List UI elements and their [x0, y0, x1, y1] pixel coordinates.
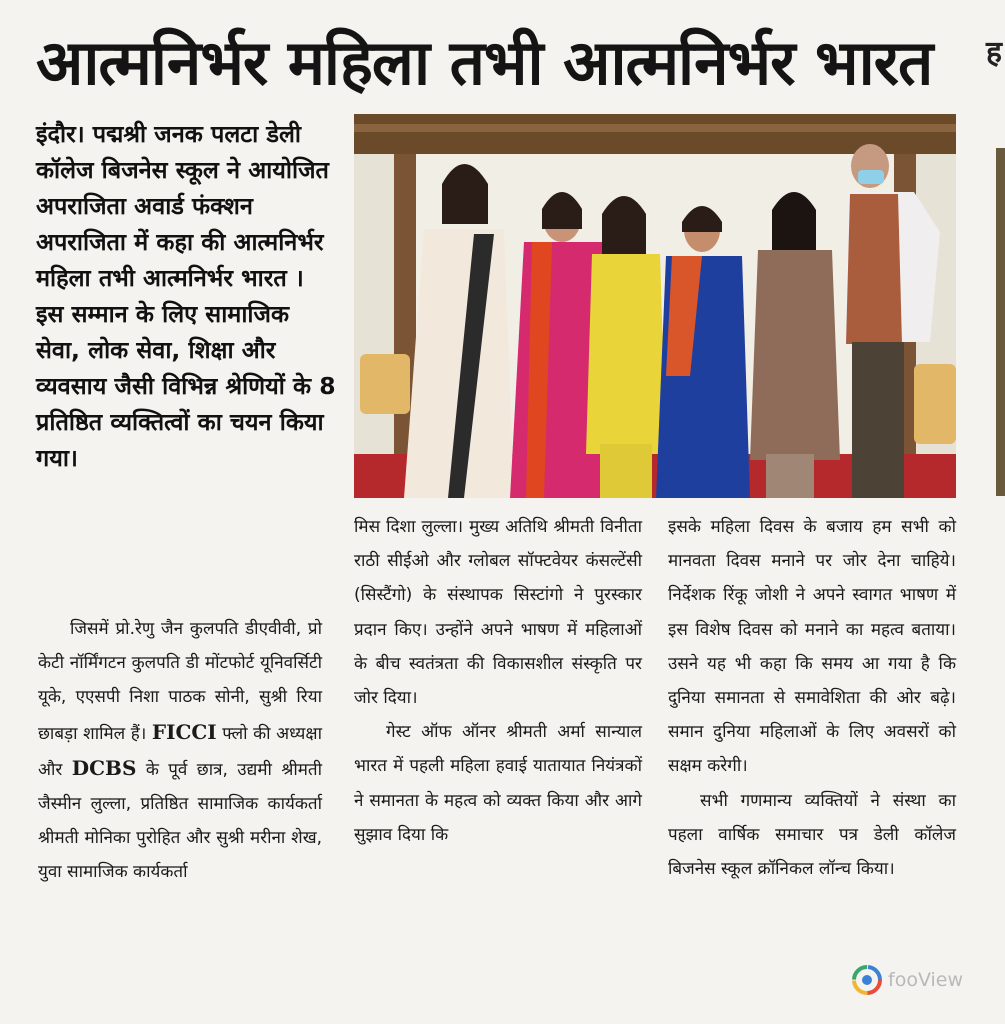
adjacent-photo-edge	[996, 148, 1005, 496]
column-1-text-b: फ्लो की अध्यक्षा और	[38, 723, 322, 780]
article-column-2	[354, 510, 642, 852]
article-column-1	[38, 612, 322, 890]
column-2-paragraph-1: मिस दिशा लुल्ला। मुख्य अतिथि श्रीमती विनीता राठी सीईओ और ग्लोबल सॉफ्टवेयर कंसल्टेंसी (सिस्टैंगो) के संस्थापक सिस्टांगो ने पुरस्कार प्रदान किए। उन्होंने अपने भाषण में महिलाओं के बीच स्वतंत्रता की विकासशील संस्कृति पर जोर दिया।	[354, 517, 642, 709]
fooview-watermark	[852, 960, 992, 1000]
column-1-dcbs: DCBS	[71, 755, 137, 780]
column-2-paragraph-2: गेस्ट ऑफ ऑनर श्रीमती अर्मा सान्याल भारत में पहली महिला हवाई यातायात नियंत्रकों ने समानता के महत्व को व्यक्त किया और आगे सुझाव दिया कि	[354, 722, 642, 845]
watermark-text: fooView	[888, 969, 964, 991]
article-column-3	[668, 510, 956, 886]
column-1-text-a: जिसमें प्रो.रेणु जैन कुलपति डीएवीवी, प्रो केटी नॉर्मिंगटन कुलपति डी मोंटफोर्ट यूनिवर्सिटी यूके, एएसपी निशा पाठक सोनी, सुश्री रिया छाबड़ा शामिल हैं।	[38, 619, 322, 744]
column-1-text-c: के पूर्व छात्र, उद्यमी श्रीमती जैस्मीन लुल्ला, प्रतिष्ठित सामाजिक कार्यकर्ता श्रीमती मोनिका पुरोहित और सुश्री मरीना शेख, युवा सामाजिक कार्यकर्ता	[38, 759, 323, 883]
column-3-paragraph-2: सभी गणमान्य व्यक्तियों ने संस्था का पहला वार्षिक समाचार पत्र डेली कॉलेज बिजनेस स्कूल क्रॉनिकल लॉन्च किया।	[668, 790, 956, 880]
lead-paragraph: इंदौर। पद्मश्री जनक पलटा डेली कॉलेज बिजनेस स्कूल ने आयोजित अपराजिता अवार्ड फंक्शन अपराजिता में कहा की आत्मनिर्भर महिला तभी आत्मनिर्भर भारत । इस सम्मान के लिए सामाजिक सेवा, लोक सेवा, शिक्षा और व्यवसाय जैसी विभिन्न श्रेणियों के 8 प्रतिष्ठित व्यक्तित्वों का चयन किया गया।	[36, 120, 336, 472]
event-photo	[354, 114, 956, 498]
headline: आत्मनिर्भर महिला तभी आत्मनिर्भर भारत	[36, 26, 933, 99]
column-3-paragraph-1: इसके महिला दिवस के बजाय हम सभी को मानवता दिवस मनाने पर जोर देना चाहिये।निर्देशक रिंकू जोशी ने अपने स्वागत भाषण में इस विशेष दिवस को मनाने का महत्व बताया। उसने यह भी कहा कि समय आ गया है कि दुनिया समानता से समावेशिता की ओर बढ़े। समान दुनिया महिलाओं के लिए अवसरों को सक्षम करेगी।	[668, 517, 956, 777]
fooview-logo-icon	[852, 965, 882, 995]
column-1-ficci: FICCI	[151, 719, 217, 744]
adjacent-headline-fragment: ह	[986, 35, 1002, 70]
